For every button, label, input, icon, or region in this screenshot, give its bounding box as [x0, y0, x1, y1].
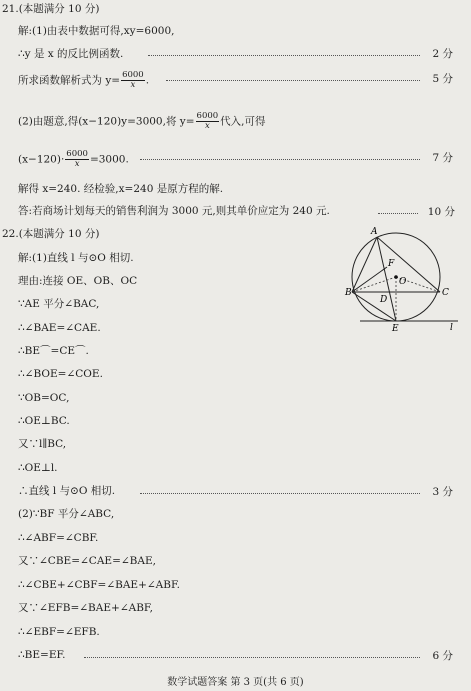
label-f: F: [388, 259, 395, 269]
label-d: D: [380, 295, 388, 305]
q21-line-7: 答:若商场计划每天的销售利润为 3000 元,则其单价应定为 240 元.: [18, 205, 330, 217]
q21-line-4: [18, 112, 266, 131]
q21-line-6: 解得 x=240. 经检验,x=240 是原方程的解.: [18, 183, 224, 195]
q22-line-16: 又∵∠EFB=∠BAE+∠ABF,: [18, 602, 153, 614]
label-a: A: [371, 227, 378, 237]
segment-ae: [377, 237, 396, 321]
fraction-denominator: x: [74, 159, 80, 169]
q22-line-4: ∴∠BAE=∠CAE.: [18, 322, 101, 334]
q22-line-6: ∴∠BOE=∠COE.: [18, 368, 103, 380]
q21-line-1: 解:(1)由表中数据可得,xy=6000,: [18, 25, 175, 37]
fraction-denominator: x: [130, 80, 136, 90]
q21-score-10: 10 分: [427, 206, 455, 218]
q21-score-2: 2 分: [432, 48, 453, 60]
q21-line-4-text: (2)由题意,得(x−120)y=3000,将 y=: [18, 115, 195, 128]
label-e: E: [392, 324, 399, 334]
segment-ac: [377, 237, 440, 292]
page-footer: 数学试题答案 第 3 页(共 6 页): [167, 677, 304, 688]
q21-line-3: [18, 71, 149, 90]
q21-line-2: ∴y 是 x 的反比例函数.: [18, 48, 124, 60]
label-c: C: [442, 288, 449, 298]
fraction-numerator: 6000: [66, 149, 88, 159]
q22-line-1: 解:(1)直线 l 与⊙O 相切.: [18, 252, 134, 264]
leader-dots: [148, 55, 420, 56]
leader-dots: [140, 493, 420, 494]
q22-score-3: 3 分: [432, 486, 453, 498]
q22-line-13: ∴∠ABF=∠CBF.: [18, 532, 99, 544]
q22-line-15: ∴∠CBE+∠CBF=∠BAE+∠ABF.: [18, 579, 180, 591]
q22-line-2: 理由:连接 OE、OB、OC: [18, 275, 138, 287]
fraction: [65, 150, 89, 169]
leader-dots: [166, 80, 420, 81]
leader-dots: [84, 657, 420, 658]
q22-header: 22.(本题满分 10 分): [2, 228, 100, 240]
segment-be: [352, 292, 396, 321]
segment-ab: [352, 237, 377, 292]
q22-line-8: ∴OE⊥BC.: [18, 415, 70, 427]
q22-line-3: ∵AE 平分∠BAC,: [18, 298, 100, 310]
q22-line-11: ∴直线 l 与⊙O 相切.: [18, 485, 116, 497]
q21-line-3-end: .: [145, 74, 150, 87]
q22-line-17: ∴∠EBF=∠EFB.: [18, 626, 100, 638]
label-l: l: [450, 323, 453, 333]
label-o: O: [399, 277, 407, 287]
label-b: B: [345, 288, 352, 298]
q22-line-12: (2)∵BF 平分∠ABC,: [18, 508, 115, 520]
leader-dots: [140, 159, 420, 160]
q21-score-5: 5 分: [432, 73, 453, 85]
fraction-numerator: 6000: [196, 111, 219, 121]
fraction-denominator: x: [204, 121, 210, 131]
q22-score-6: 6 分: [432, 650, 453, 662]
q21-line-3-text: 所求函数解析式为 y=: [18, 74, 121, 87]
q21-line-5-text: (x−120)·: [18, 153, 65, 166]
circle-geometry-figure: [346, 222, 464, 332]
center-point-o: [394, 275, 398, 279]
fraction-numerator: 6000: [122, 70, 144, 80]
fraction: [121, 71, 145, 90]
q22-line-10: ∴OE⊥l.: [18, 462, 58, 474]
q21-line-5-end: =3000.: [89, 153, 129, 166]
q21-line-4-end: 代入,可得: [220, 115, 266, 128]
q22-line-5: ∴BE⌒=CE⌒.: [18, 345, 89, 357]
q21-line-5: [18, 150, 129, 169]
q21-score-7: 7 分: [432, 152, 453, 164]
q21-header: 21.(本题满分 10 分): [2, 3, 100, 15]
q22-line-7: ∵OB=OC,: [18, 392, 70, 404]
leader-dots: [378, 213, 418, 214]
q22-line-18: ∴BE=EF.: [18, 649, 66, 661]
q22-line-14: 又∵∠CBE=∠CAE=∠BAE,: [18, 555, 156, 567]
fraction: [196, 112, 220, 131]
q22-line-9: 又∵l∥BC,: [18, 438, 67, 450]
